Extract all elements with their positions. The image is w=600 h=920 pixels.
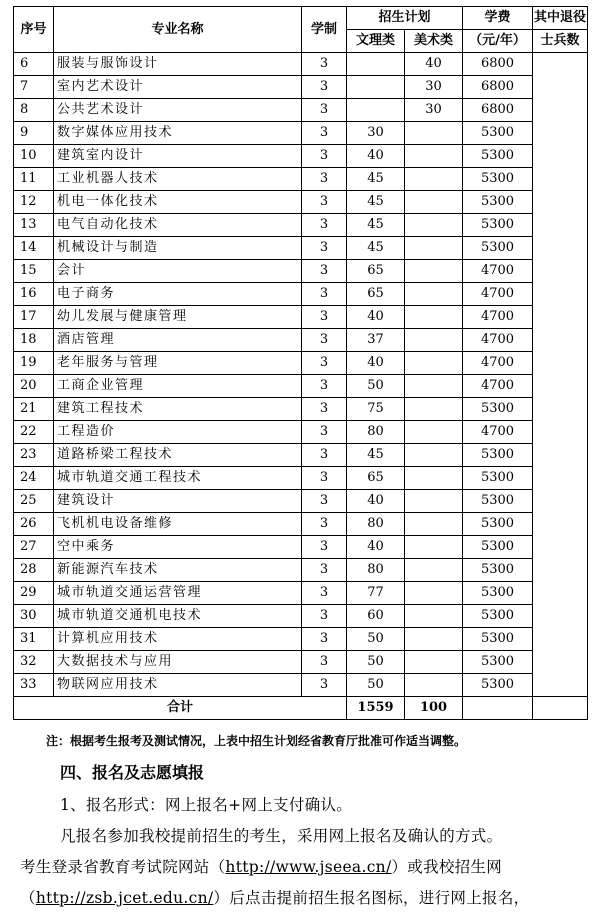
row-no: 22 bbox=[14, 421, 54, 444]
row-name: 工业机器人技术 bbox=[54, 168, 302, 191]
row-arts-sci: 77 bbox=[347, 582, 405, 605]
row-years: 3 bbox=[302, 467, 347, 490]
row-fine-arts bbox=[405, 168, 463, 191]
row-arts-sci: 45 bbox=[347, 191, 405, 214]
row-fee: 5300 bbox=[463, 674, 533, 697]
table-row bbox=[14, 122, 588, 145]
row-fine-arts: 30 bbox=[405, 99, 463, 122]
row-name: 室内艺术设计 bbox=[54, 76, 302, 99]
row-years: 3 bbox=[302, 53, 347, 76]
row-fine-arts bbox=[405, 306, 463, 329]
header-fee-unit: （元/年） bbox=[463, 30, 533, 53]
total-fee-empty bbox=[463, 697, 533, 720]
row-fee: 5300 bbox=[463, 214, 533, 237]
row-no: 12 bbox=[14, 191, 54, 214]
veteran-column bbox=[533, 53, 588, 697]
row-fine-arts bbox=[405, 674, 463, 697]
row-fee: 4700 bbox=[463, 375, 533, 398]
row-fee: 5300 bbox=[463, 605, 533, 628]
row-years: 3 bbox=[302, 191, 347, 214]
row-fee: 5300 bbox=[463, 191, 533, 214]
header-arts-sci: 文理类 bbox=[347, 30, 405, 53]
jcet-link[interactable]: http://zsb.jcet.edu.cn/ bbox=[35, 889, 214, 907]
row-arts-sci: 45 bbox=[347, 168, 405, 191]
header-fee: 学费 bbox=[463, 7, 533, 30]
table-row bbox=[14, 283, 588, 306]
row-fine-arts bbox=[405, 329, 463, 352]
row-fine-arts bbox=[405, 260, 463, 283]
row-fee: 5300 bbox=[463, 444, 533, 467]
row-years: 3 bbox=[302, 260, 347, 283]
row-fee: 5300 bbox=[463, 398, 533, 421]
row-fine-arts bbox=[405, 352, 463, 375]
row-no: 21 bbox=[14, 398, 54, 421]
row-no: 26 bbox=[14, 513, 54, 536]
row-fine-arts bbox=[405, 651, 463, 674]
table-row bbox=[14, 398, 588, 421]
table-row bbox=[14, 191, 588, 214]
row-fine-arts bbox=[405, 191, 463, 214]
row-years: 3 bbox=[302, 559, 347, 582]
row-years: 3 bbox=[302, 99, 347, 122]
row-years: 3 bbox=[302, 628, 347, 651]
row-no: 33 bbox=[14, 674, 54, 697]
row-years: 3 bbox=[302, 306, 347, 329]
row-arts-sci: 40 bbox=[347, 306, 405, 329]
table-row bbox=[14, 467, 588, 490]
row-name: 会计 bbox=[54, 260, 302, 283]
table-row bbox=[14, 306, 588, 329]
row-fine-arts bbox=[405, 237, 463, 260]
row-no: 23 bbox=[14, 444, 54, 467]
row-years: 3 bbox=[302, 398, 347, 421]
row-fee: 4700 bbox=[463, 306, 533, 329]
row-arts-sci: 40 bbox=[347, 490, 405, 513]
row-name: 物联网应用技术 bbox=[54, 674, 302, 697]
row-fee: 6800 bbox=[463, 53, 533, 76]
table-row bbox=[14, 53, 588, 76]
table-row bbox=[14, 214, 588, 237]
row-no: 30 bbox=[14, 605, 54, 628]
table-row bbox=[14, 559, 588, 582]
paragraph-line-4 bbox=[20, 886, 529, 908]
table-row bbox=[14, 76, 588, 99]
row-years: 3 bbox=[302, 651, 347, 674]
row-name: 电气自动化技术 bbox=[54, 214, 302, 237]
row-fine-arts bbox=[405, 605, 463, 628]
row-years: 3 bbox=[302, 352, 347, 375]
row-name: 城市轨道交通工程技术 bbox=[54, 467, 302, 490]
row-no: 20 bbox=[14, 375, 54, 398]
row-name: 空中乘务 bbox=[54, 536, 302, 559]
row-years: 3 bbox=[302, 168, 347, 191]
row-years: 3 bbox=[302, 605, 347, 628]
row-fine-arts bbox=[405, 559, 463, 582]
row-fee: 5300 bbox=[463, 582, 533, 605]
row-years: 3 bbox=[302, 582, 347, 605]
row-no: 6 bbox=[14, 53, 54, 76]
row-years: 3 bbox=[302, 329, 347, 352]
row-name: 飞机机电设备维修 bbox=[54, 513, 302, 536]
row-name: 城市轨道交通机电技术 bbox=[54, 605, 302, 628]
row-name: 老年服务与管理 bbox=[54, 352, 302, 375]
row-no: 29 bbox=[14, 582, 54, 605]
row-arts-sci: 50 bbox=[347, 651, 405, 674]
row-fee: 4700 bbox=[463, 352, 533, 375]
row-arts-sci bbox=[347, 76, 405, 99]
row-fine-arts bbox=[405, 444, 463, 467]
table-row bbox=[14, 421, 588, 444]
row-name: 服装与服饰设计 bbox=[54, 53, 302, 76]
table-row bbox=[14, 168, 588, 191]
row-fine-arts bbox=[405, 398, 463, 421]
header-veteran-2: 士兵数 bbox=[533, 30, 588, 53]
row-no: 17 bbox=[14, 306, 54, 329]
row-name: 计算机应用技术 bbox=[54, 628, 302, 651]
row-fee: 5300 bbox=[463, 490, 533, 513]
row-name: 建筑室内设计 bbox=[54, 145, 302, 168]
table-row bbox=[14, 99, 588, 122]
total-arts-sci: 1559 bbox=[347, 697, 405, 720]
total-row bbox=[14, 697, 588, 720]
row-arts-sci: 60 bbox=[347, 605, 405, 628]
row-fine-arts: 30 bbox=[405, 76, 463, 99]
row-years: 3 bbox=[302, 76, 347, 99]
header-veteran-1: 其中退役 bbox=[533, 7, 588, 30]
paragraph-line-1: 1、报名形式：网上报名+网上支付确认。 bbox=[60, 796, 353, 814]
row-fee: 5300 bbox=[463, 536, 533, 559]
row-fee: 5300 bbox=[463, 628, 533, 651]
row-no: 8 bbox=[14, 99, 54, 122]
total-label: 合计 bbox=[14, 697, 347, 720]
header-no: 序号 bbox=[14, 7, 54, 53]
row-arts-sci bbox=[347, 53, 405, 76]
row-no: 25 bbox=[14, 490, 54, 513]
table-row bbox=[14, 352, 588, 375]
row-fine-arts bbox=[405, 582, 463, 605]
total-fine-arts: 100 bbox=[405, 697, 463, 720]
row-no: 10 bbox=[14, 145, 54, 168]
table-body bbox=[14, 53, 588, 720]
table-row bbox=[14, 628, 588, 651]
row-fine-arts bbox=[405, 421, 463, 444]
row-no: 7 bbox=[14, 76, 54, 99]
row-name: 道路桥梁工程技术 bbox=[54, 444, 302, 467]
table-row bbox=[14, 536, 588, 559]
table-row bbox=[14, 260, 588, 283]
table-row bbox=[14, 490, 588, 513]
row-name: 工商企业管理 bbox=[54, 375, 302, 398]
paragraph-line-3 bbox=[20, 855, 502, 877]
row-arts-sci: 30 bbox=[347, 122, 405, 145]
row-name: 公共艺术设计 bbox=[54, 99, 302, 122]
row-years: 3 bbox=[302, 375, 347, 398]
row-no: 19 bbox=[14, 352, 54, 375]
row-fee: 5300 bbox=[463, 145, 533, 168]
header-row-1 bbox=[14, 7, 588, 30]
row-fee: 6800 bbox=[463, 76, 533, 99]
row-no: 16 bbox=[14, 283, 54, 306]
row-arts-sci: 40 bbox=[347, 145, 405, 168]
row-years: 3 bbox=[302, 513, 347, 536]
row-name: 电子商务 bbox=[54, 283, 302, 306]
row-arts-sci: 80 bbox=[347, 513, 405, 536]
section-heading: 四、报名及志愿填报 bbox=[60, 763, 205, 782]
row-no: 13 bbox=[14, 214, 54, 237]
jseea-link[interactable]: http://www.jseea.cn/ bbox=[225, 858, 392, 876]
row-fee: 5300 bbox=[463, 168, 533, 191]
enrollment-plan-table bbox=[13, 6, 588, 720]
row-fine-arts bbox=[405, 513, 463, 536]
row-name: 酒店管理 bbox=[54, 329, 302, 352]
row-years: 3 bbox=[302, 421, 347, 444]
table-row bbox=[14, 329, 588, 352]
table-row bbox=[14, 237, 588, 260]
table-note: 注：根据考生报考及测试情况，上表中招生计划经省教育厅批准可作适当调整。 bbox=[46, 734, 467, 748]
row-years: 3 bbox=[302, 214, 347, 237]
row-arts-sci: 37 bbox=[347, 329, 405, 352]
row-no: 11 bbox=[14, 168, 54, 191]
row-fine-arts bbox=[405, 145, 463, 168]
row-fine-arts bbox=[405, 122, 463, 145]
row-fine-arts bbox=[405, 214, 463, 237]
header-name: 专业名称 bbox=[54, 7, 302, 53]
row-arts-sci: 75 bbox=[347, 398, 405, 421]
row-name: 城市轨道交通运营管理 bbox=[54, 582, 302, 605]
row-arts-sci: 65 bbox=[347, 467, 405, 490]
table-row bbox=[14, 582, 588, 605]
table-row bbox=[14, 444, 588, 467]
row-name: 工程造价 bbox=[54, 421, 302, 444]
row-name: 建筑设计 bbox=[54, 490, 302, 513]
total-veteran-empty bbox=[533, 697, 588, 720]
row-fine-arts bbox=[405, 536, 463, 559]
row-name: 数字媒体应用技术 bbox=[54, 122, 302, 145]
row-fee: 4700 bbox=[463, 421, 533, 444]
row-arts-sci: 65 bbox=[347, 283, 405, 306]
row-years: 3 bbox=[302, 237, 347, 260]
header-years: 学制 bbox=[302, 7, 347, 53]
row-arts-sci: 65 bbox=[347, 260, 405, 283]
row-no: 14 bbox=[14, 237, 54, 260]
table-row bbox=[14, 605, 588, 628]
row-no: 9 bbox=[14, 122, 54, 145]
row-name: 机械设计与制造 bbox=[54, 237, 302, 260]
row-arts-sci: 80 bbox=[347, 559, 405, 582]
row-fee: 5300 bbox=[463, 513, 533, 536]
table-row bbox=[14, 513, 588, 536]
row-years: 3 bbox=[302, 490, 347, 513]
row-fine-arts bbox=[405, 467, 463, 490]
row-fee: 5300 bbox=[463, 559, 533, 582]
table-row bbox=[14, 651, 588, 674]
row-arts-sci: 80 bbox=[347, 421, 405, 444]
row-years: 3 bbox=[302, 145, 347, 168]
row-name: 新能源汽车技术 bbox=[54, 559, 302, 582]
header-plan: 招生计划 bbox=[347, 7, 463, 30]
table-row bbox=[14, 375, 588, 398]
row-name: 幼儿发展与健康管理 bbox=[54, 306, 302, 329]
row-fee: 5300 bbox=[463, 651, 533, 674]
row-arts-sci: 50 bbox=[347, 674, 405, 697]
row-name: 大数据技术与应用 bbox=[54, 651, 302, 674]
row-fee: 5300 bbox=[463, 467, 533, 490]
row-fine-arts bbox=[405, 490, 463, 513]
row-fine-arts bbox=[405, 628, 463, 651]
line3-text-b: ）或我校招生网 bbox=[391, 858, 503, 876]
paragraph-line-2: 凡报名参加我校提前招生的考生，采用网上报名及确认的方式。 bbox=[60, 827, 503, 845]
row-no: 15 bbox=[14, 260, 54, 283]
row-fine-arts bbox=[405, 375, 463, 398]
line4-text-b: ）后点击提前招生报名图标，进行网上报名， bbox=[213, 889, 530, 907]
row-no: 28 bbox=[14, 559, 54, 582]
table-row bbox=[14, 145, 588, 168]
row-years: 3 bbox=[302, 674, 347, 697]
header-fine-arts: 美术类 bbox=[405, 30, 463, 53]
row-name: 机电一体化技术 bbox=[54, 191, 302, 214]
row-years: 3 bbox=[302, 283, 347, 306]
row-fee: 4700 bbox=[463, 329, 533, 352]
row-years: 3 bbox=[302, 444, 347, 467]
row-fee: 4700 bbox=[463, 283, 533, 306]
row-fine-arts: 40 bbox=[405, 53, 463, 76]
row-no: 18 bbox=[14, 329, 54, 352]
row-no: 27 bbox=[14, 536, 54, 559]
row-no: 31 bbox=[14, 628, 54, 651]
table-row bbox=[14, 674, 588, 697]
row-arts-sci: 40 bbox=[347, 536, 405, 559]
row-years: 3 bbox=[302, 122, 347, 145]
row-arts-sci: 40 bbox=[347, 352, 405, 375]
line3-text-a: 考生登录省教育考试院网站（ bbox=[20, 858, 226, 876]
row-years: 3 bbox=[302, 536, 347, 559]
row-arts-sci: 45 bbox=[347, 214, 405, 237]
row-no: 24 bbox=[14, 467, 54, 490]
row-fine-arts bbox=[405, 283, 463, 306]
row-arts-sci: 45 bbox=[347, 444, 405, 467]
row-arts-sci bbox=[347, 99, 405, 122]
row-arts-sci: 45 bbox=[347, 237, 405, 260]
row-fee: 5300 bbox=[463, 122, 533, 145]
row-name: 建筑工程技术 bbox=[54, 398, 302, 421]
row-fee: 6800 bbox=[463, 99, 533, 122]
line4-text-a: （ bbox=[20, 889, 36, 907]
row-fee: 4700 bbox=[463, 260, 533, 283]
row-fee: 5300 bbox=[463, 237, 533, 260]
row-arts-sci: 50 bbox=[347, 375, 405, 398]
row-no: 32 bbox=[14, 651, 54, 674]
row-arts-sci: 50 bbox=[347, 628, 405, 651]
